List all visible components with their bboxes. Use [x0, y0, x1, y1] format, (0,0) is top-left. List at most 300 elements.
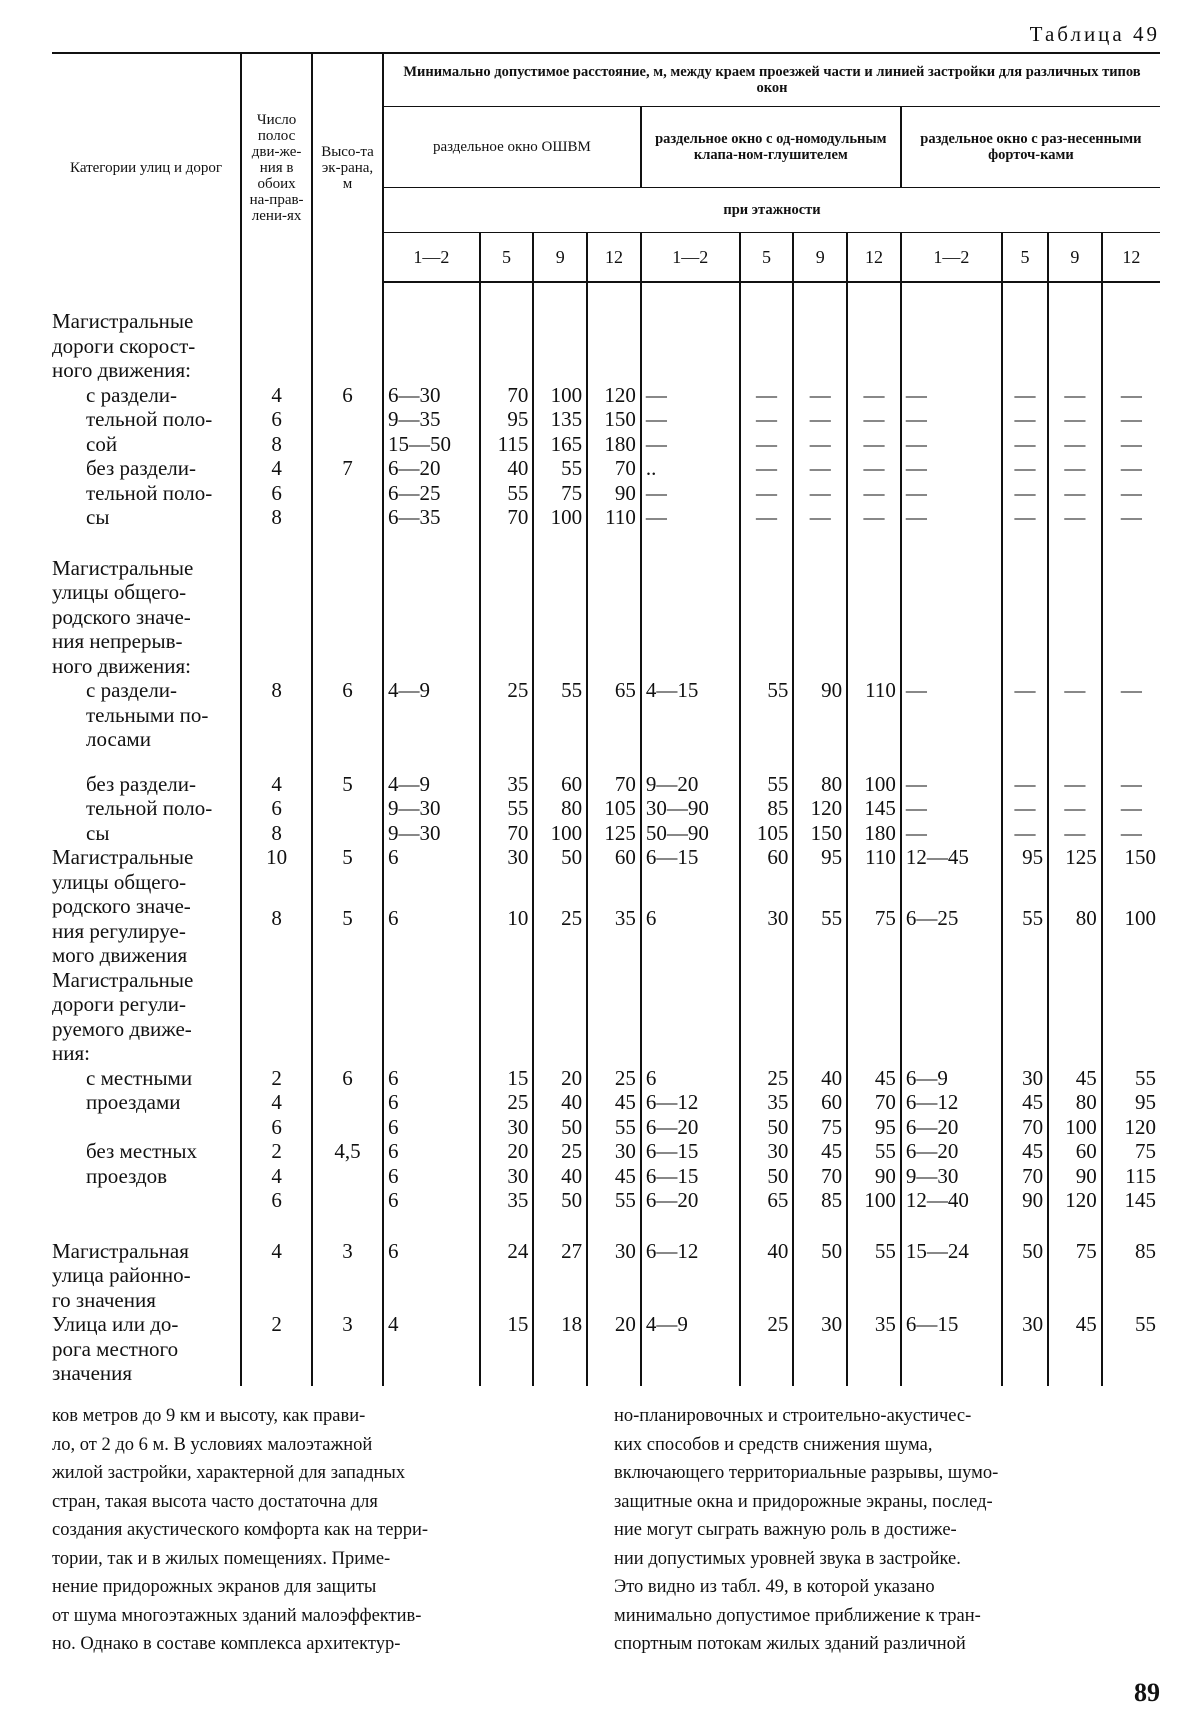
- distance-cell: 25: [480, 1090, 534, 1115]
- table-row: [52, 282, 1160, 309]
- distance-cell: 90: [847, 1164, 901, 1189]
- distance-cell: 70: [587, 772, 641, 797]
- category-name-line: улицы общего-: [52, 580, 187, 604]
- distance-cell: 55: [740, 678, 794, 752]
- empty-cell: [847, 556, 901, 679]
- distance-cell: —: [1048, 772, 1102, 797]
- distance-cell: 25: [587, 1066, 641, 1091]
- category-cell: [52, 383, 241, 457]
- distance-cell: 100: [533, 505, 587, 530]
- distance-cell: 55: [847, 1239, 901, 1313]
- distance-cell: —: [1002, 456, 1048, 481]
- distance-cell: —: [740, 432, 794, 457]
- category-name-line: сы: [86, 820, 110, 845]
- table-row: [52, 530, 1160, 556]
- category-name-line: ного движения:: [52, 653, 191, 678]
- header-floor: 5: [740, 233, 794, 283]
- text-line: ких способов и средств снижения шума,: [614, 1434, 933, 1455]
- distance-cell: —: [901, 432, 1002, 457]
- distance-cell: —: [641, 432, 740, 457]
- category-name-line: дороги регули-: [52, 992, 187, 1016]
- distance-cell: 55: [1002, 906, 1048, 967]
- empty-cell: [641, 1213, 740, 1239]
- table-caption: Таблица 49: [1029, 22, 1160, 46]
- distance-cell: 125: [1048, 845, 1102, 906]
- distance-cell: —: [1002, 481, 1048, 506]
- distance-cell: 6: [383, 1115, 480, 1140]
- header-window-oshvm: раздельное окно ОШВМ: [383, 107, 641, 188]
- table-row: [52, 678, 1160, 752]
- distance-cell: 9—35: [383, 407, 480, 432]
- distance-cell: 6—20: [641, 1115, 740, 1140]
- distance-cell: 30—90: [641, 796, 740, 821]
- category-cell: [52, 556, 241, 679]
- empty-cell: [383, 530, 480, 556]
- distance-cell: 30: [480, 1164, 534, 1189]
- distance-cell: 20: [480, 1139, 534, 1164]
- empty-cell: [587, 968, 641, 1066]
- text-line: ло, от 2 до 6 м. В условиях малоэтажной: [52, 1434, 373, 1455]
- distance-cell: 100: [847, 772, 901, 797]
- category-name-line: го значения: [52, 1287, 156, 1312]
- distance-cell: 115: [480, 432, 534, 457]
- distance-cell: 55: [587, 1115, 641, 1140]
- distance-cell: 50: [533, 845, 587, 906]
- table-row: [52, 1312, 1160, 1386]
- table-row: [52, 845, 1160, 906]
- distance-cell: 6—15: [641, 1164, 740, 1189]
- distance-cell: 55: [480, 481, 534, 506]
- distance-cell: —: [1102, 772, 1160, 797]
- distance-cell: —: [1048, 678, 1102, 752]
- distance-cell: 40: [533, 1164, 587, 1189]
- empty-cell: [1048, 556, 1102, 679]
- distance-cell: 15: [480, 1066, 534, 1091]
- distance-cell: 45: [587, 1090, 641, 1115]
- category-name-line: руемого движе-: [52, 1016, 192, 1041]
- distance-cell: 150: [793, 821, 847, 846]
- category-name-line: тельной поло-: [86, 480, 213, 505]
- distance-cell: 6—12: [641, 1239, 740, 1313]
- distance-cell: 6: [383, 1139, 480, 1164]
- distance-cell: 70: [480, 505, 534, 530]
- empty-cell: [480, 282, 534, 309]
- distance-cell: 60: [793, 1090, 847, 1115]
- table-row: [52, 1239, 1160, 1313]
- distance-cell: 40: [480, 456, 534, 481]
- distance-cell: 35: [480, 772, 534, 797]
- distance-cell: —: [847, 456, 901, 481]
- header-floor: 5: [480, 233, 534, 283]
- lanes-cell: 8: [241, 432, 312, 457]
- text-line: защитные окна и придорожные экраны, послед-: [614, 1491, 993, 1512]
- distance-cell: —: [1102, 481, 1160, 506]
- distance-cell: —: [901, 796, 1002, 821]
- empty-cell: [312, 1213, 383, 1239]
- category-cell: [52, 1066, 241, 1140]
- category-cell: [52, 678, 241, 752]
- header-floor: 9: [1048, 233, 1102, 283]
- distance-cell: —: [641, 481, 740, 506]
- distance-cell: 80: [793, 772, 847, 797]
- distance-cell: 45: [1048, 1312, 1102, 1386]
- text-line: жилой застройки, характерной для западных: [52, 1463, 406, 1483]
- distance-cell: —: [1002, 772, 1048, 797]
- distance-cell: 55: [533, 678, 587, 752]
- empty-cell: [641, 556, 740, 679]
- distance-cell: 6: [383, 845, 480, 906]
- distance-cell: 60: [533, 772, 587, 797]
- header-floor: 1—2: [901, 233, 1002, 283]
- distance-cell: 30: [740, 1139, 794, 1164]
- lanes-cell: 8: [241, 821, 312, 846]
- lanes-cell: 2: [241, 1139, 312, 1164]
- distance-cell: 25: [480, 678, 534, 752]
- empty-cell: [1102, 752, 1160, 772]
- header-floors-label: при этажности: [383, 188, 1160, 233]
- header-window-valve: раздельное окно с од-номодульным клапа-ном-глушителем: [641, 107, 901, 188]
- category-name-line: Магистральные: [52, 845, 194, 869]
- distance-cell: 105: [740, 821, 794, 846]
- distance-cell: —: [1002, 821, 1048, 846]
- distance-cell: —: [1002, 383, 1048, 408]
- category-name-line: ния непрерыв-: [52, 629, 183, 653]
- category-name: [52, 845, 238, 968]
- distance-cell: 45: [1002, 1090, 1048, 1115]
- table-row: [52, 1139, 1160, 1164]
- distance-cell: 65: [587, 678, 641, 752]
- text-column-left: [52, 1402, 574, 1659]
- distance-cell: —: [1002, 407, 1048, 432]
- distance-cell: 95: [793, 845, 847, 906]
- distance-cell: 30: [587, 1239, 641, 1313]
- category-name-line: сы: [86, 505, 110, 529]
- category-cell: [52, 282, 241, 309]
- distance-cell: 165: [533, 432, 587, 457]
- distance-cell: —: [1048, 432, 1102, 457]
- empty-cell: [587, 309, 641, 383]
- screen-height-cell: 5: [312, 906, 383, 967]
- distance-cell: 35: [480, 1188, 534, 1213]
- header-category: Категории улиц и дорог: [52, 53, 241, 282]
- empty-cell: [1002, 968, 1048, 1066]
- distance-cell: 65: [740, 1188, 794, 1213]
- text-line: ние могут сыграть важную роль в достиже-: [614, 1520, 957, 1540]
- category-name-line: ного движения:: [52, 358, 191, 382]
- distance-cell: —: [793, 432, 847, 457]
- distance-cell: 90: [793, 678, 847, 752]
- empty-cell: [1002, 752, 1048, 772]
- distance-cell: 90: [1002, 1188, 1048, 1213]
- distance-cell: 24: [480, 1239, 534, 1313]
- empty-cell: [901, 309, 1002, 383]
- category-name-line: проездов: [86, 1163, 168, 1188]
- category-name-line: с раздели-: [86, 382, 178, 407]
- empty-cell: [241, 530, 312, 556]
- distance-cell: 6: [383, 1239, 480, 1313]
- empty-cell: [533, 1213, 587, 1239]
- header-floor: 9: [533, 233, 587, 283]
- distance-cell: 50: [533, 1115, 587, 1140]
- lanes-cell: 6: [241, 1188, 312, 1213]
- distance-cell: —: [641, 407, 740, 432]
- distance-cell: 135: [533, 407, 587, 432]
- lanes-cell: 8: [241, 678, 312, 752]
- text-line: стран, такая высота часто достаточна для: [52, 1491, 378, 1512]
- distance-cell: 105: [587, 796, 641, 821]
- category-cell: [52, 309, 241, 383]
- distance-cell: —: [740, 456, 794, 481]
- screen-height-cell: [312, 1188, 383, 1213]
- distance-cell: 80: [533, 796, 587, 821]
- lanes-cell: 4: [241, 383, 312, 408]
- distance-cell: 120: [587, 383, 641, 408]
- distance-cell: 95: [847, 1115, 901, 1140]
- screen-height-cell: 4,5: [312, 1139, 383, 1164]
- empty-cell: [533, 556, 587, 679]
- distance-cell: 70: [587, 456, 641, 481]
- empty-cell: [847, 1213, 901, 1239]
- distance-cell: —: [1102, 407, 1160, 432]
- distance-cell: 15—50: [383, 432, 480, 457]
- table-row: [52, 772, 1160, 797]
- distance-cell: 6: [383, 1090, 480, 1115]
- empty-cell: [1102, 282, 1160, 309]
- screen-height-cell: [312, 821, 383, 846]
- table-row: [52, 383, 1160, 408]
- empty-cell: [1102, 556, 1160, 679]
- empty-cell: [312, 752, 383, 772]
- distance-cell: 80: [1048, 906, 1102, 967]
- distance-cell: 145: [847, 796, 901, 821]
- distance-cell: —: [1048, 383, 1102, 408]
- empty-cell: [587, 282, 641, 309]
- lanes-cell: 6: [241, 1115, 312, 1140]
- category-name: [52, 968, 238, 1066]
- screen-height-cell: 6: [312, 678, 383, 752]
- category-name-line: сой: [86, 431, 118, 456]
- distance-cell: 4—9: [383, 678, 480, 752]
- distance-cell: 95: [480, 407, 534, 432]
- category-name: [52, 456, 238, 530]
- lanes-cell: 2: [241, 1312, 312, 1386]
- header-floor: 5: [1002, 233, 1048, 283]
- screen-height-cell: 3: [312, 1312, 383, 1386]
- empty-cell: [901, 968, 1002, 1066]
- empty-cell: [740, 530, 794, 556]
- category-name-line: рога местного: [52, 1336, 179, 1361]
- distance-cell: 95: [1002, 845, 1048, 906]
- empty-cell: [901, 556, 1002, 679]
- empty-cell: [1002, 1213, 1048, 1239]
- empty-cell: [901, 530, 1002, 556]
- distance-cell: 12—40: [901, 1188, 1002, 1213]
- screen-height-cell: [312, 432, 383, 457]
- category-name-line: проездами: [86, 1090, 181, 1114]
- distance-cell: —: [1048, 505, 1102, 530]
- distance-cell: 9—20: [641, 772, 740, 797]
- empty-cell: [740, 309, 794, 383]
- text-line: нение придорожных экранов для защиты: [52, 1577, 377, 1597]
- distance-cell: —: [901, 678, 1002, 752]
- distance-cell: 75: [1102, 1139, 1160, 1164]
- distance-cell: 30: [587, 1139, 641, 1164]
- empty-cell: [740, 282, 794, 309]
- empty-cell: [241, 968, 312, 1066]
- distance-cell: 25: [533, 906, 587, 967]
- empty-cell: [383, 1213, 480, 1239]
- table-row: [52, 556, 1160, 679]
- distance-cell: 45: [587, 1164, 641, 1189]
- empty-cell: [1048, 968, 1102, 1066]
- distance-cell: —: [847, 432, 901, 457]
- distance-cell: —: [847, 481, 901, 506]
- distance-cell: 110: [847, 845, 901, 906]
- distance-cell: 45: [1048, 1066, 1102, 1091]
- empty-cell: [641, 309, 740, 383]
- empty-cell: [901, 1213, 1002, 1239]
- distance-cell: —: [901, 772, 1002, 797]
- empty-cell: [793, 282, 847, 309]
- distance-cell: —: [793, 505, 847, 530]
- category-name: [52, 1139, 238, 1188]
- lanes-cell: 6: [241, 407, 312, 432]
- screen-height-cell: [312, 796, 383, 821]
- header-lanes: Число полос дви-же-ния в обоих на-прав-лени-ях: [241, 53, 312, 282]
- distance-cell: 6—15: [641, 845, 740, 906]
- distance-cell: —: [1102, 796, 1160, 821]
- distance-cell: 100: [1048, 1115, 1102, 1140]
- screen-height-cell: [312, 1090, 383, 1115]
- distance-cell: 9—30: [383, 796, 480, 821]
- distance-cell: 120: [793, 796, 847, 821]
- empty-cell: [847, 309, 901, 383]
- distance-cell: 55: [1102, 1066, 1160, 1091]
- category-name-line: тельной поло-: [86, 407, 213, 431]
- distance-cell: 55: [533, 456, 587, 481]
- empty-cell: [901, 282, 1002, 309]
- empty-cell: [1102, 968, 1160, 1066]
- distance-cell: 6—20: [901, 1115, 1002, 1140]
- empty-cell: [793, 968, 847, 1066]
- empty-cell: [740, 1213, 794, 1239]
- empty-cell: [480, 968, 534, 1066]
- category-name-line: родского значе-: [52, 894, 191, 918]
- distance-cell: 6: [383, 906, 480, 967]
- text-line: ков метров до 9 км и высоту, как прави-: [52, 1406, 366, 1426]
- distance-cell: 27: [533, 1239, 587, 1313]
- text-line: Это видно из табл. 49, в которой указано: [614, 1577, 935, 1597]
- empty-cell: [480, 1213, 534, 1239]
- category-cell: [52, 1139, 241, 1213]
- page-number: 89: [1134, 1678, 1160, 1707]
- empty-cell: [533, 282, 587, 309]
- distance-cell: 80: [1048, 1090, 1102, 1115]
- distance-cell: —: [740, 407, 794, 432]
- distance-cell: 6: [641, 906, 740, 967]
- category-name: [52, 772, 238, 846]
- distance-cell: 4: [383, 1312, 480, 1386]
- distance-cell: —: [1102, 821, 1160, 846]
- empty-cell: [740, 968, 794, 1066]
- empty-cell: [241, 309, 312, 383]
- distance-cell: 30: [1002, 1066, 1048, 1091]
- distance-cell: —: [1102, 432, 1160, 457]
- empty-cell: [533, 968, 587, 1066]
- distance-cell: —: [847, 505, 901, 530]
- distance-cell: 60: [1048, 1139, 1102, 1164]
- distance-cell: 20: [533, 1066, 587, 1091]
- distance-cell: 70: [1002, 1115, 1048, 1140]
- distance-cell: 115: [1102, 1164, 1160, 1189]
- distance-cell: 55: [480, 796, 534, 821]
- empty-cell: [587, 1213, 641, 1239]
- distance-cell: —: [901, 821, 1002, 846]
- distance-cell: 6—15: [901, 1312, 1002, 1386]
- empty-cell: [641, 530, 740, 556]
- header-min-distance: Минимально допустимое расстояние, м, между краем проезжей части и линией застройки для различных типов окон: [383, 53, 1160, 107]
- distance-cell: 15: [480, 1312, 534, 1386]
- distance-cell: —: [1048, 456, 1102, 481]
- distance-cell: 35: [740, 1090, 794, 1115]
- distance-cell: 30: [1002, 1312, 1048, 1386]
- text-line: минимально допустимое приближение к тран-: [614, 1605, 981, 1626]
- category-name-line: улица районно-: [52, 1263, 191, 1287]
- distance-cell: 40: [533, 1090, 587, 1115]
- category-name-line: Магистральные: [52, 309, 194, 333]
- empty-cell: [641, 752, 740, 772]
- distance-cell: 70: [1002, 1164, 1048, 1189]
- text-line: от шума многоэтажных зданий малоэффектив-: [52, 1605, 422, 1626]
- category-name: [52, 1239, 238, 1313]
- text-line: нии допустимых уровней звука в застройке.: [614, 1548, 961, 1569]
- distance-cell: 50: [793, 1239, 847, 1313]
- screen-height-cell: 6: [312, 1066, 383, 1091]
- distance-cell: 55: [793, 906, 847, 967]
- distance-cell: 4—9: [641, 1312, 740, 1386]
- category-cell: [52, 752, 241, 772]
- empty-cell: [901, 752, 1002, 772]
- distance-cell: —: [1002, 678, 1048, 752]
- category-name: [52, 1066, 238, 1115]
- distance-cell: 4—15: [641, 678, 740, 752]
- text-line: но. Однако в составе комплекса архитектур-: [52, 1634, 401, 1654]
- distance-cell: 50: [740, 1115, 794, 1140]
- distance-cell: —: [1048, 821, 1102, 846]
- lanes-cell: 4: [241, 1090, 312, 1115]
- distance-cell: 60: [740, 845, 794, 906]
- lanes-cell: 8: [241, 505, 312, 530]
- distance-cell: 4—9: [383, 772, 480, 797]
- screen-height-cell: [312, 1164, 383, 1189]
- distance-cell: —: [1048, 481, 1102, 506]
- distance-cell: 9—30: [901, 1164, 1002, 1189]
- distance-cell: —: [740, 383, 794, 408]
- screen-height-cell: 7: [312, 456, 383, 481]
- category-name-line: ния:: [52, 1041, 90, 1065]
- empty-cell: [847, 282, 901, 309]
- category-cell: [52, 968, 241, 1066]
- distance-cell: 25: [740, 1312, 794, 1386]
- category-name: [52, 383, 238, 457]
- distance-cell: 6—20: [383, 456, 480, 481]
- category-cell: [52, 1239, 241, 1313]
- distance-cell: ..: [641, 456, 740, 481]
- table-row: [52, 968, 1160, 1066]
- empty-cell: [740, 556, 794, 679]
- distance-cell: 50: [533, 1188, 587, 1213]
- distance-cell: 35: [847, 1312, 901, 1386]
